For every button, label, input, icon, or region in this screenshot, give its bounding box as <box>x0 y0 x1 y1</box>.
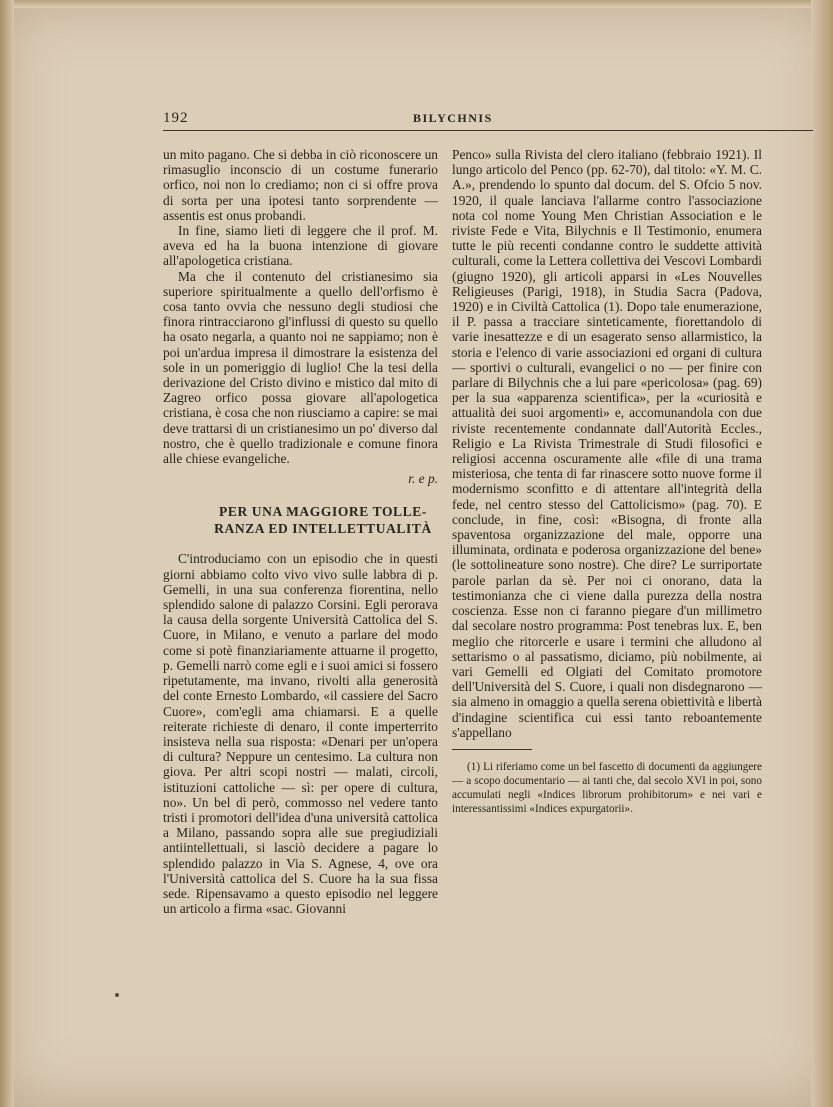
page-right-edge <box>811 0 833 1107</box>
page-header <box>163 110 813 132</box>
left-column <box>163 147 438 916</box>
running-title: BILYCHNIS <box>413 111 493 125</box>
paragraph: un mito pagano. Che si debba in ciò riconoscere un rimasuglio inconscio di un costume funerario orfico, noi non lo crediamo; non ci si offre prova di sorta per una ipotesi tanto sorprendente — assentis est onus probandi. <box>163 147 438 223</box>
page-top-edge <box>0 0 833 8</box>
ink-speck <box>115 993 119 997</box>
right-column <box>452 147 762 816</box>
paragraph: In fine, siamo lieti di leggere che il prof. M. aveva ed ha la buona intenzione di giovare all'apologetica cristiana. <box>163 223 438 269</box>
paragraph: Ma che il contenuto del cristianesimo sia superiore spiritualmente a quello dell'orfismo è cosa tanto ovvia che nessuno degli studiosi che finora rintracciarono gl'influssi di questo su quello ha osato negarla, a quanto noi ne sappiamo; non è poi un'ardua impresa il dimostrare la esistenza del sole in un pomeriggio di luglio! Che la tesi della derivazione del Cristo divino e mistico dal mito di Zagreo orfico possa giovare all'apologetica cristiana, è cosa che non riusciamo a capire: se mai deve trattarsi di un cristianesimo un po' diverso dal nostro, che è quello tradizionale e comune finora alle chiese evangeliche. <box>163 268 438 467</box>
paragraph: Penco» sulla Rivista del clero italiano (febbraio 1921). Il lungo articolo del Penco (pp. 62-70), dal titolo: «Y. M. C. A.», prendendo lo spunto dal docum. del S. Ofcio 5 nov. 1920, il quale lanciava l'allarme contro l'associazione nota col nome Young Men Christian Association e le riviste Fede e Vita, Bilychnis e Il Testimonio, enumera tutte le più recenti condanne contro le suddette attività culturali, come la Lettera collettiva dei Vescovi Lombardi (giugno 1920), gli articoli apparsi in «Les Nouvelles Religieuses (Parigi, 1918), in Studia Sacra (Padova, 1920) e in Civiltà Cattolica (1). Dopo tale enumerazione, il P. passa a tracciare sinteticamente, fiorettandolo di varie inesattezze e di un esagerato senso allarmistico, la storia e l'elenco di varie associazioni ed organi di cultura — sportivi o culturali, evangelici o no — per finire con parlare di Bilychnis che a lui pare «pericolosa» (pag. 69) per la sua «apparenza scientifica», per la «curiosità e attualità dei suoi argomenti» e, accomunandola con due riviste recentemente condannate dall'Autorità Eccles., Religio e La Rivista Trimestrale di Studi filosofici e religiosi accenna oscuramente alle «file di una trama misteriosa, che tenta di far rinascere sotto nuove forme il modernismo sconfitto e di attentare all'integrità della fede, nel centro stesso del Cattolicismo» (pag. 70). E conclude, in fine, così: «Bisogna, di fronte alla spaventosa organizzazione del male, opporre una illuminata, ordinata e poderosa organizzazione del bene» (le sottolineature sono nostre). Che dire? Le surriportate parole parlan da sè. Per noi ci onorano, data la testimonianza che ci viene dalla purezza della nostra coscienza. Esse non ci faranno piegare d'un millimetro dal secolare nostro programma: Post tenebras lux. E, ben meglio che ritorcerle e usare i termini che alludono al settarismo o al passatismo, diciamo, più nobilmente, ai vari Gemelli ed Olgiati del Comitato promotore dell'Università del S. Cuore, i quali non disdegnarono — sia almeno in omaggio a quella serena obiettività e libertà d'indagine scientifica cui essi tanto reboantemente s'appellano <box>452 147 762 740</box>
page-number: 192 <box>163 110 189 126</box>
author-signature: r. e p. <box>408 471 438 487</box>
header-rule <box>163 130 813 131</box>
article-title <box>163 503 438 537</box>
footnote: (1) Li riferiamo come un bel fascetto di documenti da aggiungere — a scopo documentario — ai tanti che, dal secolo XVI in poi, sono accumulati negli «Indices librorum prohibitorum» e nei vari e interessantissimi «Indices expurgatorii». <box>452 760 762 815</box>
article-title-line: RANZA ED INTELLETTUALITÀ <box>214 521 432 537</box>
article-title-line: PER UNA MAGGIORE TOLLE- <box>219 504 427 520</box>
footnote-rule <box>452 749 532 750</box>
paragraph: C'introduciamo con un episodio che in questi giorni abbiamo colto vivo vivo sulle labbra di p. Gemelli, in una sua conferenza fiorentina, nello splendido salone di palazzo Corsini. Egli perorava la causa della sorgente Università Cattolica del S. Cuore, in Milano, e venuto a parlare del modo come si potè finanziariamente attuarne il progetto, p. Gemelli narrò come egli e i suoi amici si fossero ripetutamente, ma invano, rivolti alla generosità del conte Ernesto Lombardo, «il cassiere del Sacro Cuore», com'egli ama chiamarsi. E a quelle reiterate richieste di denaro, il conte imperterrito insisteva nella sua risposta: «Denari per un'opera di cultura? Neppure un centesimo. La cultura non giova. Per altri scopi nostri — malati, circoli, istituzioni cattoliche — sì: per opere di cultura, no». Un bel dì però, commosso nel vedere tanto tristi i promotori dell'idea d'una università cattolica a Milano, passando sopra alle sue pregiudiziali antiintellettuali, si lasciò decidere a pagare lo splendido palazzo in Via S. Agnese, 4, ove ora l'Università cattolica del S. Cuore ha la sua fissa sede. Ripensavamo a questo episodio nel leggere un articolo a firma «sac. Giovanni <box>163 551 438 917</box>
page-left-edge <box>0 0 14 1107</box>
